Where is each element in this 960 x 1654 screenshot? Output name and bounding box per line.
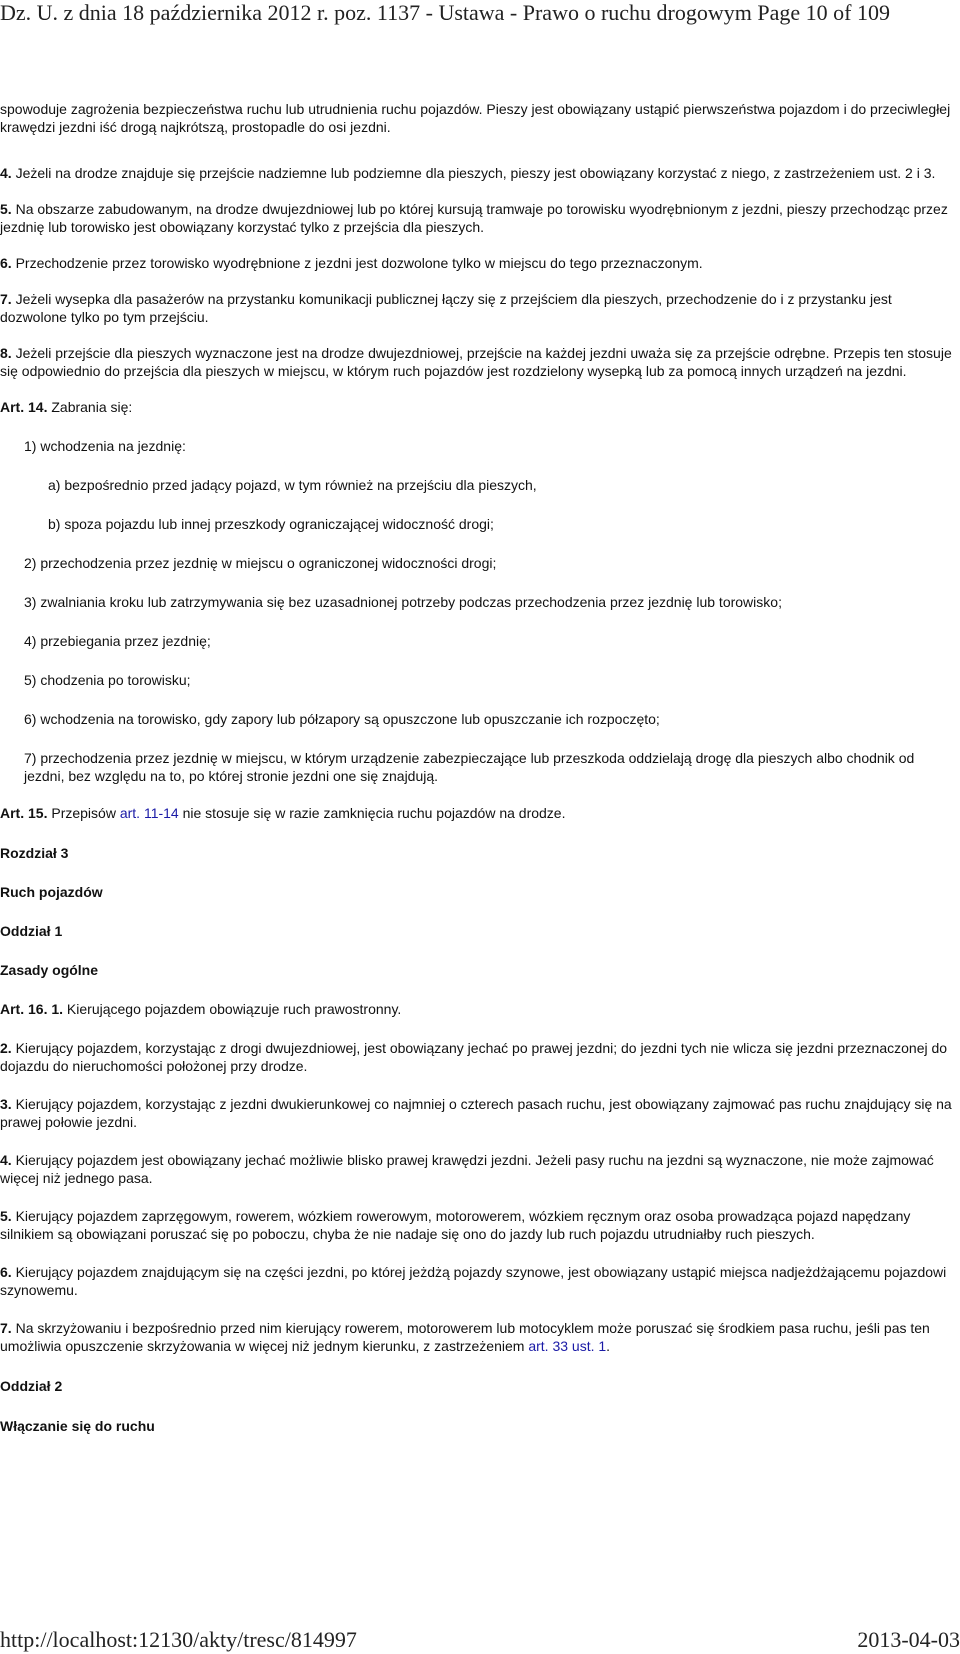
list-subitem: a) bezpośrednio przed jadący pojazd, w tym również na przejściu dla pieszych, <box>48 477 537 493</box>
list-item: 1) wchodzenia na jezdnię: <box>24 438 186 454</box>
section-heading: Oddział 2 <box>0 1378 63 1394</box>
paragraph-number: 4. <box>0 165 12 181</box>
article-15 <box>0 804 958 822</box>
paragraph-number: 7. <box>0 1320 12 1336</box>
list-item: 2) przechodzenia przez jezdnię w miejscu o ograniczonej widoczności drogi; <box>24 555 497 571</box>
paragraph-text: Na obszarze zabudowanym, na drodze dwujezdniowej lub po której kursują tramwaje po torowisku wyodrębnionym z jezdni, pieszy przechodząc przez jezdnię lub torowisko jest obowiązany korzystać tylko z przejścia dla pieszych. <box>0 201 948 235</box>
paragraph-text: Jeżeli przejście dla pieszych wyznaczone jest na drodze dwujezdniowej, przejście na każdej jezdni uważa się za przejście odrębne. Przepis ten stosuje się odpowiednio do przejścia dla pieszych w miejscu, w którym ruch pojazdów jest rozdzielony wysepką lub za pomocą innych urządzeń na jezdni. <box>0 345 952 379</box>
list-item: 7) przechodzenia przez jezdnię w miejscu, w którym urządzenie zabezpieczające lub przeszkoda oddzielają drogę dla pieszych albo chodnik od jezdni, bez względu na to, po której stronie jezdni one się znajdują. <box>24 750 915 784</box>
paragraph-text: Jeżeli wysepka dla pasażerów na przystanku komunikacji publicznej łączy się z przejściem dla pieszych, przechodzenie do i z przystanku jest dozwolone tylko po tym przejściu. <box>0 291 892 325</box>
article-number: Art. 16. 1. <box>0 1001 64 1017</box>
article-14 <box>0 398 958 416</box>
chapter-heading: Rozdział 3 <box>0 845 69 861</box>
document-body <box>0 100 958 1435</box>
article-16 <box>0 1000 958 1018</box>
list-item: 6) wchodzenia na torowisko, gdy zapory lub półzapory są opuszczone lub opuszczanie ich rozpoczęto; <box>24 711 660 727</box>
list-item: 4) przebiegania przez jezdnię; <box>24 633 211 649</box>
article-text: Przepisów <box>47 805 120 821</box>
paragraph-number: 2. <box>0 1040 12 1056</box>
paragraph <box>0 1207 958 1243</box>
paragraph-number: 6. <box>0 1264 12 1280</box>
paragraph <box>0 164 958 182</box>
paragraph <box>0 1039 958 1075</box>
paragraph-text: Kierujący pojazdem znajdującym się na części jezdni, po której jeżdżą pojazdy szynowe, jest obowiązany ustąpić miejsca nadjeżdżającemu pojazdowi szynowemu. <box>0 1264 947 1298</box>
paragraph-number: 6. <box>0 255 12 271</box>
paragraph <box>0 290 958 326</box>
paragraph-text: Na skrzyżowaniu i bezpośrednio przed nim kierujący rowerem, motorowerem lub motocyklem może poruszać się środkiem pasa ruchu, jeśli pas ten umożliwia opuszczenie skrzyżowania w więcej niż jednym kierunku, z zastrzeżeniem <box>0 1320 930 1354</box>
paragraph-number: 5. <box>0 201 12 217</box>
article-text: Zabrania się: <box>47 399 133 415</box>
paragraph-number: 7. <box>0 291 12 307</box>
paragraph-text: Kierujący pojazdem, korzystając z drogi dwujezdniowej, jest obowiązany jechać po prawej jezdni; do jezdni tych nie wlicza się jezdni przeznaczonej do dojazdu do nieruchomości położonej przy drodze. <box>0 1040 948 1074</box>
article-reference-link[interactable]: art. 33 ust. 1 <box>528 1338 607 1354</box>
list-item: 5) chodzenia po torowisku; <box>24 672 191 688</box>
article-number: Art. 15. <box>0 805 48 821</box>
paragraph <box>0 1151 958 1187</box>
paragraph-text: Kierujący pojazdem zaprzęgowym, rowerem, wózkiem rowerowym, motorowerem, wózkiem ręcznym oraz osoba prowadząca pojazd napędzany silnikiem są obowiązani poruszać się po poboczu, chyba że nie nadaje się ono do jazdy lub ruch pojazdu utrudniałby ruch pieszych. <box>0 1208 911 1242</box>
paragraph-number: 8. <box>0 345 12 361</box>
paragraph: spowoduje zagrożenia bezpieczeństwa ruchu lub utrudnienia ruchu pojazdów. Pieszy jest obowiązany ustąpić pierwszeństwa pojazdom i do przeciwległej krawędzi jezdni iść drogą najkrótszą, prostopadle do osi jezdni. <box>0 101 951 135</box>
paragraph <box>0 200 958 236</box>
paragraph-text: Kierujący pojazdem jest obowiązany jechać możliwie blisko prawej krawędzi jezdni. Jeżeli pasy ruchu na jezdni są wyznaczone, nie może zajmować więcej niż jednego pasa. <box>0 1152 934 1186</box>
list-item: 3) zwalniania kroku lub zatrzymywania się bez uzasadnionej potrzeby podczas przechodzenia przez jezdnię lub torowisko; <box>24 594 782 610</box>
list-subitem: b) spoza pojazdu lub innej przeszkody ograniczającej widoczność drogi; <box>48 516 494 532</box>
paragraph <box>0 1095 958 1131</box>
chapter-title: Ruch pojazdów <box>0 884 103 900</box>
article-number: Art. 14. <box>0 399 48 415</box>
paragraph <box>0 344 958 380</box>
paragraph-number: 3. <box>0 1096 12 1112</box>
paragraph-text: . <box>606 1338 611 1354</box>
article-reference-link[interactable]: art. 11-14 <box>119 805 179 821</box>
page-header: Dz. U. z dnia 18 października 2012 r. poz. 1137 - Ustawa - Prawo o ruchu drogowym Page 10 of 109 <box>0 0 890 25</box>
footer-date: 2013-04-03 <box>857 1627 960 1652</box>
paragraph-text: Kierujący pojazdem, korzystając z jezdni dwukierunkowej co najmniej o czterech pasach ruchu, jest obowiązany zajmować pas ruchu znajdujący się na prawej połowie jezdni. <box>0 1096 952 1130</box>
paragraph <box>0 254 958 272</box>
article-text: nie stosuje się w razie zamknięcia ruchu pojazdów na drodze. <box>178 805 566 821</box>
paragraph <box>0 1263 958 1299</box>
paragraph-number: 4. <box>0 1152 12 1168</box>
section-heading: Oddział 1 <box>0 923 63 939</box>
paragraph <box>0 1319 958 1355</box>
paragraph-text: Jeżeli na drodze znajduje się przejście nadziemne lub podziemne dla pieszych, pieszy jest obowiązany korzystać z niego, z zastrzeżeniem ust. 2 i 3. <box>11 165 936 181</box>
section-title: Włączanie się do ruchu <box>0 1418 155 1434</box>
article-text: Kierującego pojazdem obowiązuje ruch prawostronny. <box>63 1001 402 1017</box>
paragraph-number: 5. <box>0 1208 12 1224</box>
footer-url: http://localhost:12130/akty/tresc/814997 <box>0 1627 357 1652</box>
section-title: Zasady ogólne <box>0 962 99 978</box>
paragraph-text: Przechodzenie przez torowisko wyodrębnione z jezdni jest dozwolone tylko w miejscu do tego przeznaczonym. <box>11 255 703 271</box>
